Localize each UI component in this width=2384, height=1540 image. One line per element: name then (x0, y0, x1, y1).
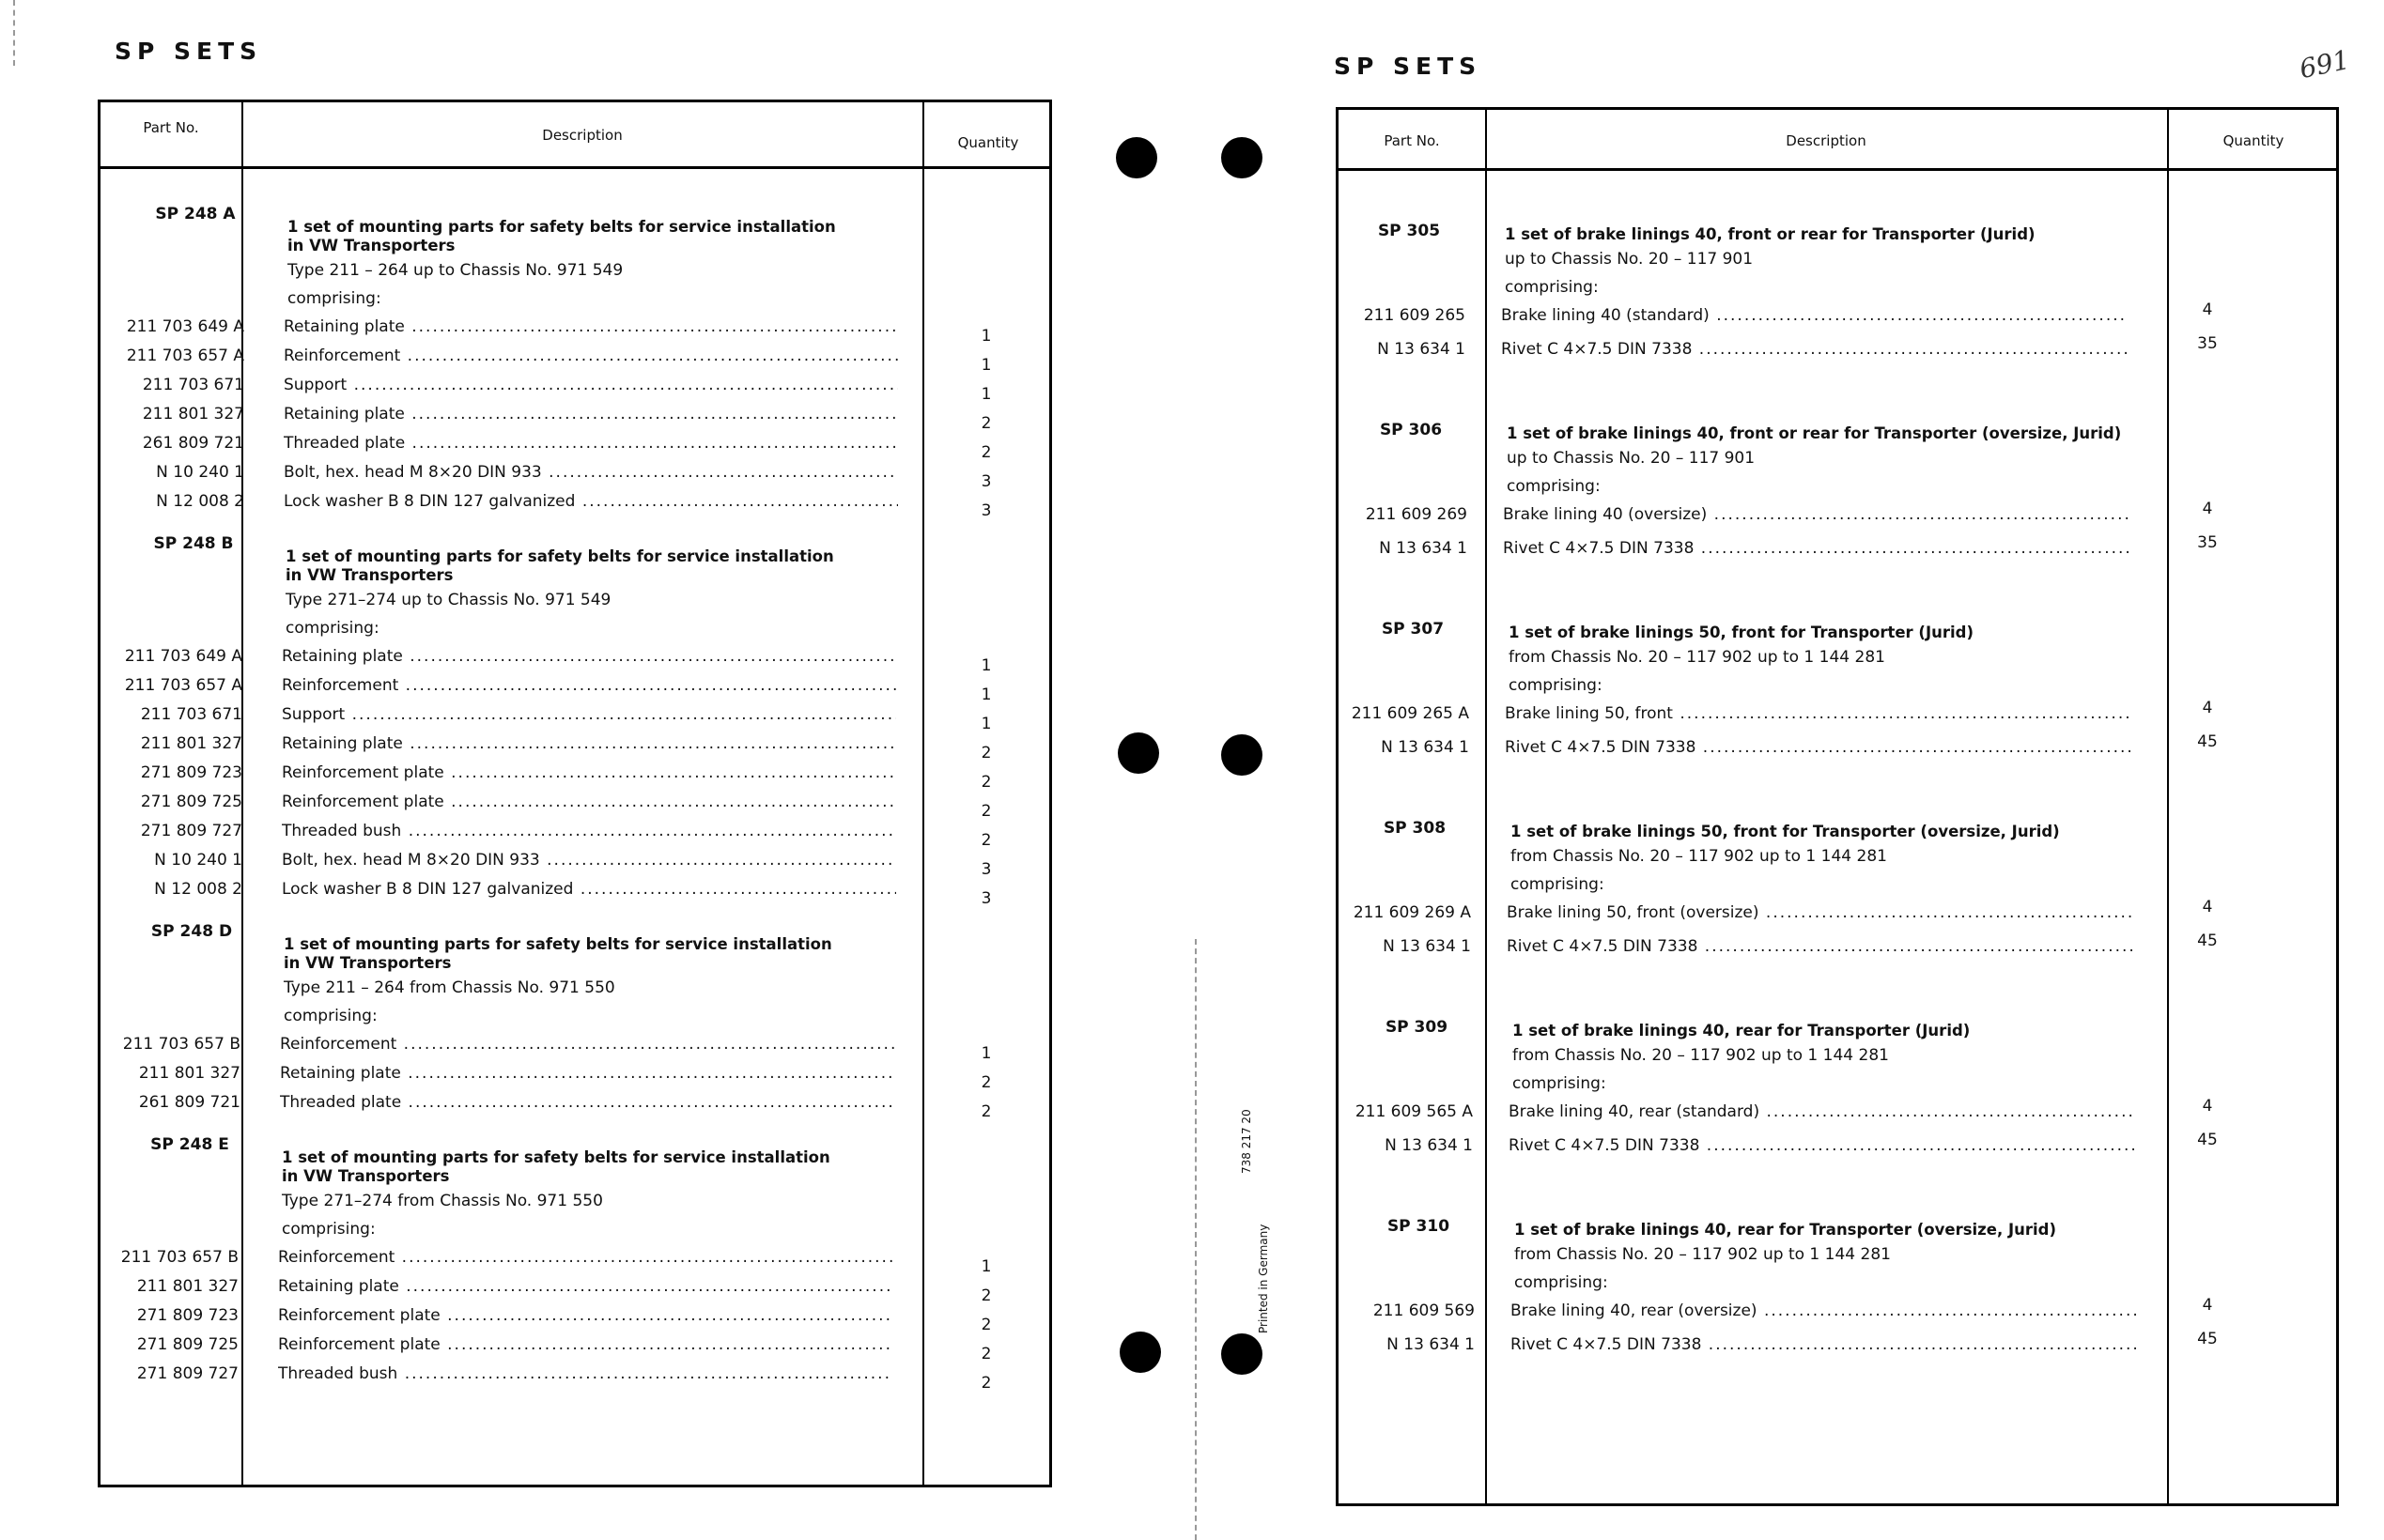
item-description: Lock washer B 8 DIN 127 galvanized ..... (282, 880, 896, 899)
item-description: Rivet C 4×7.5 DIN 7338 ..... (1507, 937, 2132, 956)
set-type-line: Type 211 – 264 up to Chassis No. 971 549 (287, 261, 624, 280)
set-title-line: 1 set of mounting parts for safety belts for service installation (284, 935, 832, 953)
item-quantity: 1 (981, 1044, 992, 1063)
item-quantity: 1 (981, 356, 992, 375)
item-quantity: 2 (981, 414, 992, 433)
table-row (0, 699, 2384, 731)
item-quantity: 35 (2197, 334, 2218, 353)
set-title-line: 1 set of brake linings 40, rear for Transporter (Jurid) (1512, 1022, 1971, 1040)
comprising-label: comprising: (286, 619, 379, 638)
item-quantity: 3 (981, 860, 992, 879)
item-quantity: 1 (981, 685, 992, 704)
set-type-line: Type 271–274 up to Chassis No. 971 549 (286, 591, 611, 609)
item-quantity: 35 (2197, 533, 2218, 552)
item-quantity: 4 (2202, 898, 2213, 916)
set-title-line: 1 set of mounting parts for safety belts for service installation (282, 1148, 830, 1166)
set-title-line: 1 set of brake linings 50, front for Transporter (Jurid) (1509, 624, 1974, 641)
set-code: SP 309 (1385, 1018, 1448, 1037)
table-row (0, 1131, 2384, 1163)
item-quantity: 2 (981, 443, 992, 462)
set-code: SP 248 A (155, 205, 236, 223)
part-number: 271 809 723 (136, 1306, 239, 1325)
item-quantity: 45 (2197, 1131, 2218, 1149)
item-description: Brake lining 40 (standard) ..... (1501, 306, 2127, 325)
part-number: 271 809 727 (140, 822, 242, 840)
item-description: Reinforcement plate ..... (282, 763, 896, 782)
table-row (0, 732, 2384, 764)
item-description: Lock washer B 8 DIN 127 galvanized ..... (284, 492, 898, 511)
item-description: Threaded bush ..... (278, 1364, 892, 1383)
binder-hole (1118, 732, 1159, 774)
part-number: 211 609 265 (1363, 306, 1465, 325)
set-title-line: 1 set of mounting parts for safety belts for service installation (286, 547, 834, 565)
handwritten-page-number: 691 (2297, 43, 2353, 85)
part-number: 211 801 327 (136, 1277, 239, 1296)
set-code: SP 307 (1381, 620, 1445, 639)
item-description: Rivet C 4×7.5 DIN 7338 ..... (1505, 738, 2130, 757)
item-description: Bolt, hex. head M 8×20 DIN 933 ..... (284, 463, 898, 482)
item-description: Retaining plate ..... (280, 1064, 894, 1083)
page-fold-edge (1195, 939, 1197, 1540)
set-title-line: in VW Transporters (284, 954, 452, 972)
item-quantity: 2 (981, 831, 992, 850)
item-quantity: 2 (981, 773, 992, 792)
item-description: Reinforcement plate ..... (278, 1306, 892, 1325)
part-number: 271 809 727 (136, 1364, 239, 1383)
part-number: 211 703 657 B (120, 1248, 239, 1267)
item-description: Support ..... (282, 705, 896, 724)
part-number: N 12 008 2 (154, 880, 242, 899)
binder-hole (1221, 1333, 1262, 1375)
item-quantity: 3 (981, 889, 992, 908)
item-quantity: 2 (981, 1102, 992, 1121)
right-header-rule (1339, 168, 2336, 171)
set-title-line: in VW Transporters (282, 1167, 450, 1185)
part-number: 211 703 671 (142, 376, 244, 394)
item-quantity: 2 (981, 1345, 992, 1363)
item-quantity: 45 (2197, 1330, 2218, 1348)
item-description: Bolt, hex. head M 8×20 DIN 933 ..... (282, 851, 896, 870)
item-quantity: 2 (981, 802, 992, 821)
set-code: SP 248 D (150, 922, 233, 941)
part-number: 211 801 327 (140, 734, 242, 753)
set-title-line: 1 set of brake linings 50, front for Transporter (oversize, Jurid) (1510, 823, 2060, 840)
part-number: 211 703 657 B (122, 1035, 240, 1054)
right-header-part-no: Part No. (1384, 132, 1440, 149)
set-type-line: from Chassis No. 20 – 117 902 up to 1 144 281 (1514, 1245, 1891, 1264)
part-number: N 13 634 1 (1385, 1136, 1473, 1155)
item-description: Reinforcement ..... (278, 1248, 892, 1267)
part-number: 211 703 671 (140, 705, 242, 724)
set-code: SP 308 (1383, 819, 1447, 838)
set-title-line: 1 set of brake linings 40, front or rear for Transporter (oversize, Jurid) (1507, 424, 2122, 442)
set-title-line: in VW Transporters (287, 237, 456, 254)
item-description: Retaining plate ..... (284, 317, 898, 336)
comprising-label: comprising: (1507, 477, 1601, 496)
item-quantity: 2 (981, 744, 992, 762)
item-description: Threaded bush ..... (282, 822, 896, 840)
item-quantity: 1 (981, 656, 992, 675)
part-number: N 13 634 1 (1386, 1335, 1475, 1354)
table-row (0, 533, 2384, 565)
left-page-title: SP SETS (115, 38, 263, 65)
item-quantity: 1 (981, 715, 992, 733)
right-header-quantity: Quantity (2222, 132, 2284, 149)
item-description: Retaining plate ..... (278, 1277, 892, 1296)
set-title-line: 1 set of brake linings 40, rear for Transporter (oversize, Jurid) (1514, 1221, 2057, 1239)
part-number: 211 703 657 A (126, 346, 244, 365)
binder-hole (1221, 137, 1262, 178)
comprising-label: comprising: (284, 1007, 378, 1025)
comprising-label: comprising: (287, 289, 381, 308)
item-description: Support ..... (284, 376, 898, 394)
part-number: 211 801 327 (142, 405, 244, 424)
part-number: N 13 634 1 (1383, 937, 1471, 956)
part-number: 271 809 725 (136, 1335, 239, 1354)
table-row (0, 1330, 2384, 1362)
item-description: Reinforcement plate ..... (282, 793, 896, 811)
set-title-line: 1 set of brake linings 40, front or rear for Transporter (Jurid) (1505, 225, 2036, 243)
table-row (0, 1097, 2384, 1129)
part-number: 261 809 721 (138, 1093, 240, 1112)
set-type-line: from Chassis No. 20 – 117 902 up to 1 144 281 (1510, 847, 1887, 866)
part-number: N 10 240 1 (154, 851, 242, 870)
item-description: Brake lining 40 (oversize) ..... (1503, 505, 2129, 524)
item-quantity: 4 (2202, 699, 2213, 717)
spine-code: 738 217 20 (1240, 1109, 1253, 1174)
part-number: 211 609 269 (1365, 505, 1467, 524)
binder-hole (1221, 734, 1262, 776)
left-header-description: Description (542, 127, 623, 144)
spine-printed-in-germany: Printed in Germany (1257, 1224, 1270, 1333)
comprising-label: comprising: (282, 1220, 376, 1239)
item-quantity: 1 (981, 385, 992, 404)
part-number: 211 609 569 (1372, 1301, 1475, 1320)
part-number: 211 801 327 (138, 1064, 240, 1083)
item-quantity: 2 (981, 1374, 992, 1393)
comprising-label: comprising: (1505, 278, 1599, 297)
item-description: Reinforcement ..... (282, 676, 896, 695)
item-quantity: 3 (981, 501, 992, 520)
item-quantity: 45 (2197, 932, 2218, 950)
part-number: 211 703 649 A (126, 317, 244, 336)
item-description: Brake lining 50, front ..... (1505, 704, 2130, 723)
item-description: Rivet C 4×7.5 DIN 7338 ..... (1509, 1136, 2134, 1155)
set-type-line: up to Chassis No. 20 – 117 901 (1505, 250, 1754, 269)
part-number: N 13 634 1 (1379, 539, 1467, 558)
item-quantity: 1 (981, 1257, 992, 1276)
set-type-line: Type 271–274 from Chassis No. 971 550 (282, 1192, 603, 1210)
comprising-label: comprising: (1512, 1074, 1606, 1093)
item-description: Brake lining 40, rear (standard) ..... (1509, 1102, 2134, 1121)
item-quantity: 2 (981, 1316, 992, 1334)
part-number: 211 609 565 A (1355, 1102, 1473, 1121)
left-header-part-no: Part No. (143, 119, 199, 136)
set-code: SP 310 (1386, 1217, 1450, 1236)
set-title-line: 1 set of mounting parts for safety belts for service installation (287, 218, 836, 236)
comprising-label: comprising: (1514, 1273, 1608, 1292)
item-quantity: 3 (981, 472, 992, 491)
set-type-line: up to Chassis No. 20 – 117 901 (1507, 449, 1756, 468)
part-number: N 12 008 2 (156, 492, 244, 511)
item-description: Brake lining 50, front (oversize) ..... (1507, 903, 2132, 922)
table-row (0, 898, 2384, 930)
right-page-title: SP SETS (1334, 53, 1482, 80)
left-header-rule (101, 166, 1049, 169)
set-type-line: Type 211 – 264 from Chassis No. 971 550 (284, 978, 615, 997)
comprising-label: comprising: (1509, 676, 1602, 695)
set-code: SP 248 B (153, 534, 234, 553)
item-quantity: 1 (981, 327, 992, 346)
table-row (0, 1296, 2384, 1328)
table-row (0, 334, 2384, 366)
item-description: Threaded plate ..... (280, 1093, 894, 1112)
item-quantity: 4 (2202, 500, 2213, 518)
set-code: SP 305 (1377, 222, 1441, 240)
part-number: 261 809 721 (142, 434, 244, 453)
set-code: SP 306 (1379, 421, 1443, 439)
part-number: 211 703 657 A (124, 676, 242, 695)
item-description: Reinforcement ..... (280, 1035, 894, 1054)
left-margin-mark (13, 0, 15, 66)
item-description: Reinforcement ..... (284, 346, 898, 365)
item-description: Rivet C 4×7.5 DIN 7338 ..... (1503, 539, 2129, 558)
item-quantity: 2 (981, 1073, 992, 1092)
item-description: Reinforcement plate ..... (278, 1335, 892, 1354)
item-description: Retaining plate ..... (282, 734, 896, 753)
item-quantity: 45 (2197, 732, 2218, 751)
table-row (0, 300, 2384, 332)
item-quantity: 4 (2202, 300, 2213, 319)
item-description: Retaining plate ..... (282, 647, 896, 666)
item-quantity: 4 (2202, 1296, 2213, 1315)
item-description: Rivet C 4×7.5 DIN 7338 ..... (1510, 1335, 2136, 1354)
binder-hole (1120, 1332, 1161, 1373)
set-type-line: from Chassis No. 20 – 117 902 up to 1 144 281 (1512, 1046, 1889, 1065)
set-type-line: from Chassis No. 20 – 117 902 up to 1 144 281 (1509, 648, 1885, 667)
set-code: SP 248 E (150, 1135, 229, 1154)
part-number: N 10 240 1 (156, 463, 244, 482)
item-description: Retaining plate ..... (284, 405, 898, 424)
part-number: N 13 634 1 (1377, 340, 1465, 359)
left-header-quantity: Quantity (957, 134, 1019, 151)
item-description: Rivet C 4×7.5 DIN 7338 ..... (1501, 340, 2127, 359)
part-number: 211 609 269 A (1353, 903, 1471, 922)
part-number: 211 703 649 A (124, 647, 242, 666)
item-description: Threaded plate ..... (284, 434, 898, 453)
part-number: 271 809 723 (140, 763, 242, 782)
item-quantity: 2 (981, 1286, 992, 1305)
item-quantity: 4 (2202, 1097, 2213, 1116)
set-title-line: in VW Transporters (286, 566, 454, 584)
binder-hole (1116, 137, 1157, 178)
table-row (0, 932, 2384, 963)
right-header-description: Description (1786, 132, 1866, 149)
item-description: Brake lining 40, rear (oversize) ..... (1510, 1301, 2136, 1320)
part-number: 271 809 725 (140, 793, 242, 811)
part-number: N 13 634 1 (1381, 738, 1469, 757)
part-number: 211 609 265 A (1351, 704, 1469, 723)
comprising-label: comprising: (1510, 875, 1604, 894)
